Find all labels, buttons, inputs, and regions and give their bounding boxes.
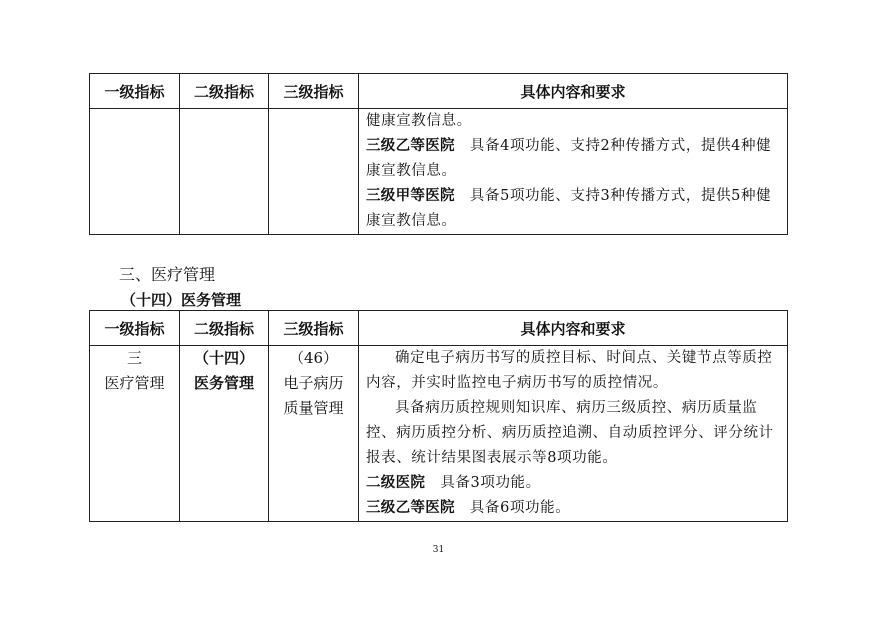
section-title: 三、医疗管理	[119, 265, 216, 284]
table-header-row	[90, 311, 788, 346]
cell-level3	[269, 346, 359, 522]
cell-content	[359, 109, 788, 235]
cell-level2	[180, 346, 269, 522]
indicator-table-continued	[89, 73, 788, 235]
content-paragraph	[366, 184, 781, 234]
hospital-level: 三级乙等医院	[366, 138, 455, 154]
cell-level1	[90, 109, 180, 235]
header-level2: 二级指标	[180, 74, 269, 109]
paragraph-text: 具备3项功能。	[440, 475, 541, 491]
table-header-row	[90, 74, 788, 109]
content-paragraph: 具备病历质控规则知识库、病历三级质控、病历质量监控、病历质控分析、病历质控追溯、自动质控评分、评分统计报表、统计结果图表展示等8项功能。	[366, 400, 774, 466]
cell-level1	[90, 346, 180, 522]
indicator-table	[89, 310, 788, 522]
hospital-level: 三级乙等医院	[366, 500, 455, 516]
paragraph-text: 具备4项功能、支持2种传播方式，提供4种健康宣教信息。	[366, 138, 772, 179]
table-row	[90, 109, 788, 235]
content-paragraph: 确定电子病历书写的质控目标、时间点、关键节点等质控内容，并实时监控电子病历书写的质控情况。	[366, 350, 773, 391]
paragraph-text: 具备6项功能。	[469, 500, 571, 516]
cell-level2	[180, 109, 269, 235]
header-content: 具体内容和要求	[359, 311, 788, 346]
sub-section-title: （十四）医务管理	[121, 291, 242, 309]
cell-level3	[269, 109, 359, 235]
level2-number: （十四）	[193, 349, 254, 367]
cell-content	[359, 346, 788, 522]
hospital-level: 二级医院	[366, 475, 426, 491]
level3-name-line1: 电子病历	[283, 374, 344, 392]
page-number: 31	[432, 545, 445, 555]
header-level1: 一级指标	[90, 311, 180, 346]
content-paragraph	[366, 496, 781, 521]
header-level3: 三级指标	[269, 311, 359, 346]
header-level3: 三级指标	[269, 74, 359, 109]
header-level2: 二级指标	[180, 311, 269, 346]
level1-name: 医疗管理	[104, 374, 165, 392]
content-paragraph	[366, 109, 781, 134]
paragraph-text: 健康宣教信息。	[366, 113, 472, 129]
level3-name-line2: 质量管理	[283, 399, 344, 417]
level1-number: 三	[126, 349, 142, 367]
header-level1: 一级指标	[90, 74, 180, 109]
paragraph-text: 具备5项功能、支持3种传播方式，提供5种健康宣教信息。	[366, 188, 772, 229]
table-row	[90, 346, 788, 522]
header-content: 具体内容和要求	[359, 74, 788, 109]
level2-name: 医务管理	[193, 374, 254, 392]
level3-number: （46）	[288, 349, 339, 367]
content-paragraph	[366, 134, 781, 184]
content-paragraph	[366, 471, 781, 496]
hospital-level: 三级甲等医院	[366, 188, 455, 204]
